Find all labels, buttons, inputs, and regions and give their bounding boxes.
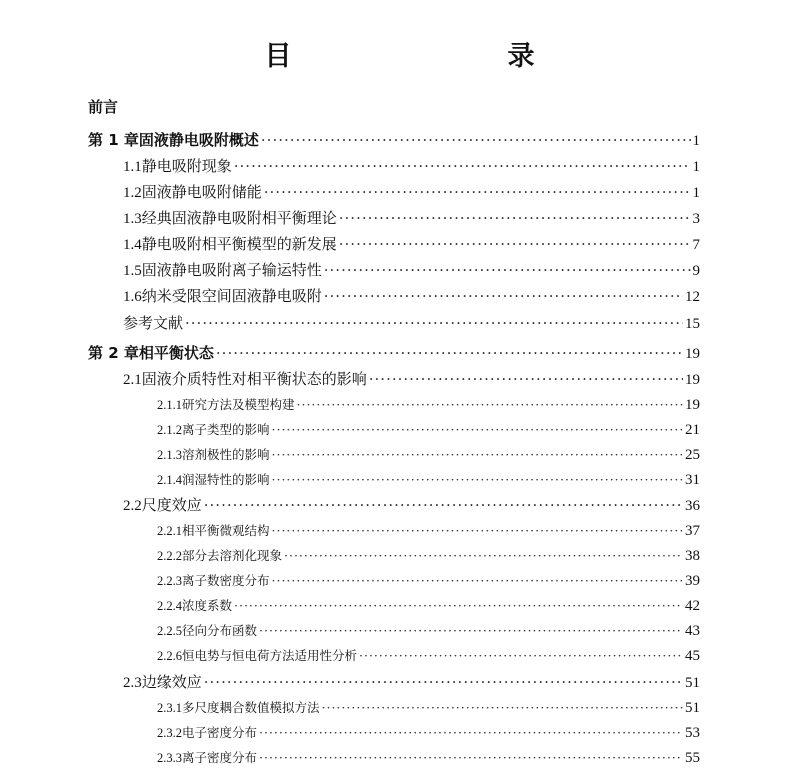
entry-title: 浓度系数 xyxy=(182,598,233,613)
dot-leader xyxy=(297,397,683,412)
entry-title: 离子类型的影响 xyxy=(182,422,270,437)
dot-leader xyxy=(204,673,683,691)
toc-section xyxy=(123,181,700,202)
entry-title: 润湿特性的影响 xyxy=(182,472,270,487)
toc-section xyxy=(123,285,700,306)
entry-number: 1.1 xyxy=(123,159,142,175)
entry-title: 离子数密度分布 xyxy=(182,573,270,588)
dot-leader xyxy=(264,183,691,201)
entry-page-number: 45 xyxy=(685,648,700,664)
entry-number: 2.2.1 xyxy=(157,524,182,538)
entry-title: 研究方法及模型构建 xyxy=(182,397,295,412)
entry-title: 固液静电吸附储能 xyxy=(141,183,262,201)
dot-leader xyxy=(272,422,683,437)
entry-title: 相平衡微观结构 xyxy=(182,523,270,538)
entry-page-number: 3 xyxy=(692,211,700,227)
entry-title: 参考文献 xyxy=(123,314,184,332)
toc-chapter xyxy=(88,129,700,150)
entry-title: 边缘效应 xyxy=(141,673,202,691)
toc-preface: 前言 xyxy=(88,98,119,116)
dot-leader xyxy=(272,447,683,462)
toc-section xyxy=(123,671,700,692)
toc-section xyxy=(123,368,700,389)
entry-page-number: 38 xyxy=(685,548,700,564)
dot-leader xyxy=(261,131,691,149)
toc-references xyxy=(123,312,700,333)
entry-page-number: 43 xyxy=(685,623,700,639)
entry-number: 2.3.3 xyxy=(157,751,182,765)
entry-number: 2.2.6 xyxy=(157,649,182,663)
entry-number: 第 1 章 xyxy=(88,131,139,149)
dot-leader xyxy=(322,700,683,715)
entry-number: 2.2.4 xyxy=(157,599,182,613)
entry-page-number: 9 xyxy=(692,263,700,279)
dot-leader xyxy=(259,750,683,765)
entry-title: 径向分布函数 xyxy=(182,623,258,638)
dot-leader xyxy=(185,314,683,332)
entry-number: 2.1.2 xyxy=(157,423,182,437)
entry-page-number: 21 xyxy=(685,422,700,438)
entry-number: 1.3 xyxy=(123,211,142,227)
entry-title: 离子密度分布 xyxy=(182,750,258,765)
entry-page-number: 15 xyxy=(685,316,700,332)
entry-page-number: 51 xyxy=(685,675,700,691)
entry-page-number: 39 xyxy=(685,573,700,589)
dot-leader xyxy=(324,287,683,305)
dot-leader xyxy=(284,548,683,563)
dot-leader xyxy=(234,157,691,175)
toc-section xyxy=(123,233,700,254)
toc-subsection xyxy=(157,420,700,439)
toc-section xyxy=(123,155,700,176)
entry-title: 恒电势与恒电荷方法适用性分析 xyxy=(182,648,358,663)
entry-page-number: 25 xyxy=(685,447,700,463)
entry-number: 2.1.4 xyxy=(157,473,182,487)
toc-subsection xyxy=(157,445,700,464)
entry-page-number: 37 xyxy=(685,523,700,539)
toc-section xyxy=(123,207,700,228)
entry-page-number: 12 xyxy=(685,289,700,305)
entry-title: 多尺度耦合数值模拟方法 xyxy=(182,700,320,715)
entry-title: 纳米受限空间固液静电吸附 xyxy=(141,287,322,305)
entry-title: 经典固液静电吸附相平衡理论 xyxy=(141,209,337,227)
dot-leader xyxy=(272,523,683,538)
dot-leader xyxy=(234,598,683,613)
dot-leader xyxy=(272,573,683,588)
entry-page-number: 1 xyxy=(692,133,700,149)
entry-title: 静电吸附相平衡模型的新发展 xyxy=(141,235,337,253)
toc-subsection xyxy=(157,698,700,717)
entry-page-number: 51 xyxy=(685,700,700,716)
dot-leader xyxy=(324,261,691,279)
entry-number: 2.2.2 xyxy=(157,549,182,563)
toc-section xyxy=(123,494,700,515)
entry-title: 部分去溶剂化现象 xyxy=(182,548,283,563)
dot-leader xyxy=(339,209,691,227)
toc-subsection xyxy=(157,596,700,615)
toc-subsection xyxy=(157,723,700,742)
entry-number: 2.2 xyxy=(123,498,142,514)
entry-title: 固液介质特性对相平衡状态的影响 xyxy=(141,370,367,388)
entry-number: 2.3.1 xyxy=(157,701,182,715)
dot-leader xyxy=(259,623,683,638)
entry-number: 2.1 xyxy=(123,372,142,388)
dot-leader xyxy=(204,496,683,514)
entry-number: 2.3.2 xyxy=(157,726,182,740)
toc-subsection xyxy=(157,621,700,640)
dot-leader xyxy=(369,370,683,388)
entry-page-number: 1 xyxy=(692,185,700,201)
entry-number: 第 2 章 xyxy=(88,344,139,362)
toc-chapter xyxy=(88,342,700,363)
entry-title: 尺度效应 xyxy=(141,496,202,514)
entry-page-number: 7 xyxy=(692,237,700,253)
entry-page-number: 36 xyxy=(685,498,700,514)
toc-subsection xyxy=(157,395,700,414)
toc-subsection xyxy=(157,646,700,665)
entry-title: 固液静电吸附概述 xyxy=(138,131,259,149)
entry-page-number: 19 xyxy=(685,346,700,362)
entry-number: 2.1.1 xyxy=(157,398,182,412)
entry-title: 溶剂极性的影响 xyxy=(182,447,270,462)
entry-page-number: 53 xyxy=(685,725,700,741)
entry-number: 2.2.3 xyxy=(157,574,182,588)
toc-subsection xyxy=(157,521,700,540)
dot-leader xyxy=(216,344,683,362)
entry-number: 1.4 xyxy=(123,237,142,253)
entry-number: 1.5 xyxy=(123,263,142,279)
entry-number: 1.6 xyxy=(123,289,142,305)
entry-page-number: 31 xyxy=(685,472,700,488)
toc-subsection xyxy=(157,546,700,565)
toc-subsection xyxy=(157,571,700,590)
entry-title: 静电吸附现象 xyxy=(141,157,232,175)
entry-page-number: 1 xyxy=(692,159,700,175)
entry-page-number: 55 xyxy=(685,750,700,766)
entry-title: 固液静电吸附离子输运特性 xyxy=(141,261,322,279)
page-title: 目 录 xyxy=(264,41,589,72)
entry-page-number: 19 xyxy=(685,372,700,388)
dot-leader xyxy=(259,725,683,740)
entry-number: 2.3 xyxy=(123,675,142,691)
toc-subsection xyxy=(157,748,700,767)
entry-page-number: 42 xyxy=(685,598,700,614)
dot-leader xyxy=(339,235,691,253)
entry-number: 2.2.5 xyxy=(157,624,182,638)
toc-section xyxy=(123,259,700,280)
entry-number: 2.1.3 xyxy=(157,448,182,462)
entry-page-number: 19 xyxy=(685,397,700,413)
entry-number: 1.2 xyxy=(123,185,142,201)
entry-title: 相平衡状态 xyxy=(138,344,214,362)
dot-leader xyxy=(272,472,683,487)
toc-subsection xyxy=(157,470,700,489)
entry-title: 电子密度分布 xyxy=(182,725,258,740)
dot-leader xyxy=(359,648,683,663)
